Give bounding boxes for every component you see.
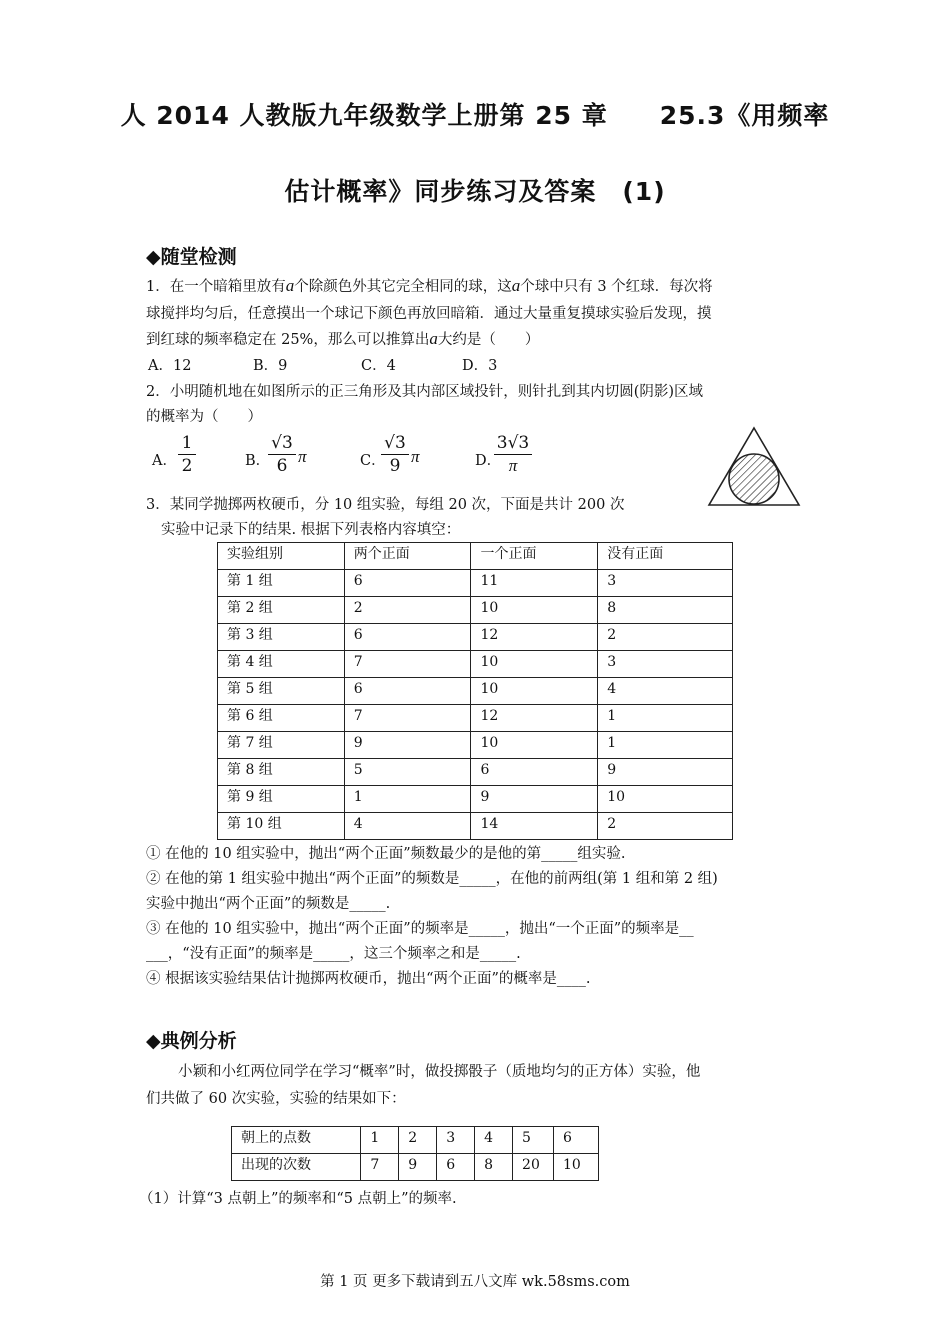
- q1-line-3: [146, 328, 539, 349]
- title-line-2: 估计概率》同步练习及答案 (1): [284, 177, 666, 206]
- q1-option-d: D．3: [462, 358, 498, 374]
- q2-option-d-label: D．: [475, 453, 502, 469]
- q2-option-b-numerator: √3: [271, 433, 293, 453]
- table-cell: 第 3 组: [218, 624, 345, 651]
- q1-text-b: 个除颜色外其它完全相同的球，这: [294, 279, 512, 295]
- table-cell: 朝上的点数: [232, 1127, 361, 1154]
- q1-line-2: 球搅拌均匀后，任意摸出一个球记下颜色再放回暗箱．通过大量重复摸球实验后发现，摸: [146, 306, 712, 322]
- table-row: [218, 624, 733, 651]
- table-cell: 10: [554, 1154, 599, 1181]
- table-cell: 6: [344, 570, 471, 597]
- q3-line-1: 3．某同学抛掷两枚硬币，分 10 组实验，每组 20 次，下面是共计 200 次: [146, 497, 625, 513]
- table-cell: 10: [471, 732, 598, 759]
- header-cell: 一个正面: [471, 543, 598, 570]
- table-cell: 3: [437, 1127, 475, 1154]
- table-cell: 2: [344, 597, 471, 624]
- fraction-bar: [494, 454, 532, 455]
- q1-text-c: 个球中只有 3 个红球．每次将: [520, 279, 713, 295]
- fraction-bar: [178, 454, 196, 455]
- table-cell: 5: [344, 759, 471, 786]
- q2-option-c-fraction: [381, 433, 409, 476]
- example-line-2: 们共做了 60 次实验，实验的结果如下：: [146, 1091, 406, 1107]
- table-cell: 6: [437, 1154, 475, 1181]
- q3-line-2: 实验中记录下的结果. 根据下列表格内容填空：: [161, 522, 461, 538]
- table-row: [218, 678, 733, 705]
- q2-option-b-label: B．: [245, 453, 271, 469]
- table-cell: 3: [598, 570, 733, 597]
- table-cell: 12: [471, 624, 598, 651]
- table-row: [218, 732, 733, 759]
- table-cell: 1: [598, 732, 733, 759]
- section-heading-quick-check: ◆随堂检测: [146, 246, 237, 268]
- table-cell: 5: [513, 1127, 554, 1154]
- table-row: [218, 813, 733, 840]
- table-cell: 第 8 组: [218, 759, 345, 786]
- table-cell: 第 7 组: [218, 732, 345, 759]
- table-cell: 2: [399, 1127, 437, 1154]
- q2-option-b-denominator: 6: [276, 456, 288, 476]
- q2-option-c-denominator: 9: [389, 456, 401, 476]
- q2-option-c-numerator: √3: [384, 433, 406, 453]
- triangle-inscribed-circle-figure: [706, 426, 802, 508]
- q1-text-a: 1．在一个暗箱里放有: [146, 279, 286, 295]
- header-cell: 两个正面: [344, 543, 471, 570]
- table-cell: 2: [598, 813, 733, 840]
- title-line-1: 人 2014 人教版九年级数学上册第 25 章 25.3《用频率: [120, 101, 830, 130]
- q3-sub-3-line-1: ③ 在他的 10 组实验中，抛出“两个正面”的频率是_____，抛出“一个正面”的频率是__: [146, 921, 694, 937]
- table-cell: 9: [471, 786, 598, 813]
- coin-results-table: [217, 542, 733, 840]
- table-cell: 6: [344, 678, 471, 705]
- table-cell: 14: [471, 813, 598, 840]
- table-cell: 7: [361, 1154, 399, 1181]
- table-row-counts: [232, 1154, 599, 1181]
- table-cell: 10: [598, 786, 733, 813]
- fraction-bar: [268, 454, 296, 455]
- q1-text-d: 到红球的频率稳定在 25%，那么可以推算出: [146, 332, 430, 348]
- table-row: [218, 651, 733, 678]
- table-cell: 20: [513, 1154, 554, 1181]
- table-cell: 9: [399, 1154, 437, 1181]
- q2-option-a-numerator: 1: [181, 433, 193, 453]
- dice-results-table: [231, 1126, 599, 1181]
- q2-option-a-fraction: [178, 433, 196, 476]
- q2-line-1: 2．小明随机地在如图所示的正三角形及其内部区域投针，则针扎到其内切圆(阴影)区域: [146, 384, 704, 400]
- inscribed-circle-shaded: [729, 454, 779, 504]
- table-cell: 6: [554, 1127, 599, 1154]
- q3-sub-2-line-2: 实验中抛出“两个正面”的频数是_____.: [146, 896, 391, 912]
- table-header-row: [218, 543, 733, 570]
- table-cell: 第 6 组: [218, 705, 345, 732]
- table-cell: 7: [344, 705, 471, 732]
- table-cell: 1: [344, 786, 471, 813]
- q2-option-d-fraction: [494, 433, 532, 476]
- table-cell: 8: [475, 1154, 513, 1181]
- table-cell: 第 10 组: [218, 813, 345, 840]
- q1-var-a: a: [285, 276, 295, 295]
- q2-option-d-numerator: 3√3: [496, 433, 530, 453]
- table-cell: 7: [344, 651, 471, 678]
- table-cell: 第 5 组: [218, 678, 345, 705]
- table-cell: 第 9 组: [218, 786, 345, 813]
- q2-option-c-pi: π: [411, 447, 420, 466]
- q1-option-b: B．9: [253, 358, 288, 374]
- table-cell: 第 1 组: [218, 570, 345, 597]
- q2-option-b-pi: π: [298, 447, 307, 466]
- q1-option-a: A．12: [148, 358, 192, 374]
- q2-line-2: 的概率为（ ）: [146, 409, 262, 425]
- table-cell: 4: [344, 813, 471, 840]
- table-cell: 11: [471, 570, 598, 597]
- q1-var-b: a: [511, 276, 521, 295]
- table-row: [218, 705, 733, 732]
- q1-option-c: C．4: [361, 358, 396, 374]
- q1-line-1: [146, 275, 713, 296]
- example-question-1: （1）计算“3 点朝上”的频率和“5 点朝上”的频率.: [139, 1191, 457, 1207]
- section-heading-example: ◆典例分析: [146, 1030, 237, 1052]
- table-row: [218, 786, 733, 813]
- header-cell: 没有正面: [598, 543, 733, 570]
- table-cell: 10: [471, 651, 598, 678]
- q3-sub-3-line-2: ___，“没有正面”的频率是_____，这三个频率之和是_____.: [146, 946, 521, 962]
- table-row: [218, 597, 733, 624]
- table-cell: 4: [598, 678, 733, 705]
- table-cell: 2: [598, 624, 733, 651]
- table-cell: 10: [471, 597, 598, 624]
- q2-option-c-label: C．: [360, 453, 386, 469]
- table-cell: 出现的次数: [232, 1154, 361, 1181]
- q2-option-a-denominator: 2: [181, 456, 193, 476]
- table-cell: 12: [471, 705, 598, 732]
- table-cell: 3: [598, 651, 733, 678]
- table-row: [218, 759, 733, 786]
- table-cell: 第 4 组: [218, 651, 345, 678]
- table-row-points: [232, 1127, 599, 1154]
- table-cell: 6: [344, 624, 471, 651]
- fraction-bar: [381, 454, 409, 455]
- table-cell: 1: [361, 1127, 399, 1154]
- q1-var-c: a: [429, 329, 438, 348]
- page-footer: 第 1 页 更多下载请到五八文库 wk.58sms.com: [320, 1274, 630, 1290]
- table-cell: 6: [471, 759, 598, 786]
- q2-option-b-fraction: [268, 433, 296, 476]
- table-cell: 9: [344, 732, 471, 759]
- table-cell: 第 2 组: [218, 597, 345, 624]
- q1-text-e: 大约是（ ）: [437, 332, 540, 348]
- table-cell: 10: [471, 678, 598, 705]
- q3-sub-4: ④ 根据该实验结果估计抛掷两枚硬币，抛出“两个正面”的概率是____.: [146, 971, 591, 987]
- table-cell: 9: [598, 759, 733, 786]
- table-cell: 4: [475, 1127, 513, 1154]
- table-row: [218, 570, 733, 597]
- header-cell: 实验组别: [218, 543, 345, 570]
- q3-sub-2-line-1: ② 在他的第 1 组实验中抛出“两个正面”的频数是_____，在他的前两组(第 1 组和第 2 组): [146, 871, 718, 887]
- q3-sub-1: ① 在他的 10 组实验中，抛出“两个正面”频数最少的是他的第_____组实验.: [146, 846, 626, 862]
- table-cell: 8: [598, 597, 733, 624]
- q2-option-d-denominator: π: [508, 456, 518, 475]
- table-cell: 1: [598, 705, 733, 732]
- example-line-1: 小颖和小红两位同学在学习“概率”时，做投掷骰子（质地均匀的正方体）实验，他: [178, 1064, 701, 1080]
- q2-option-a-label: A．: [152, 453, 177, 469]
